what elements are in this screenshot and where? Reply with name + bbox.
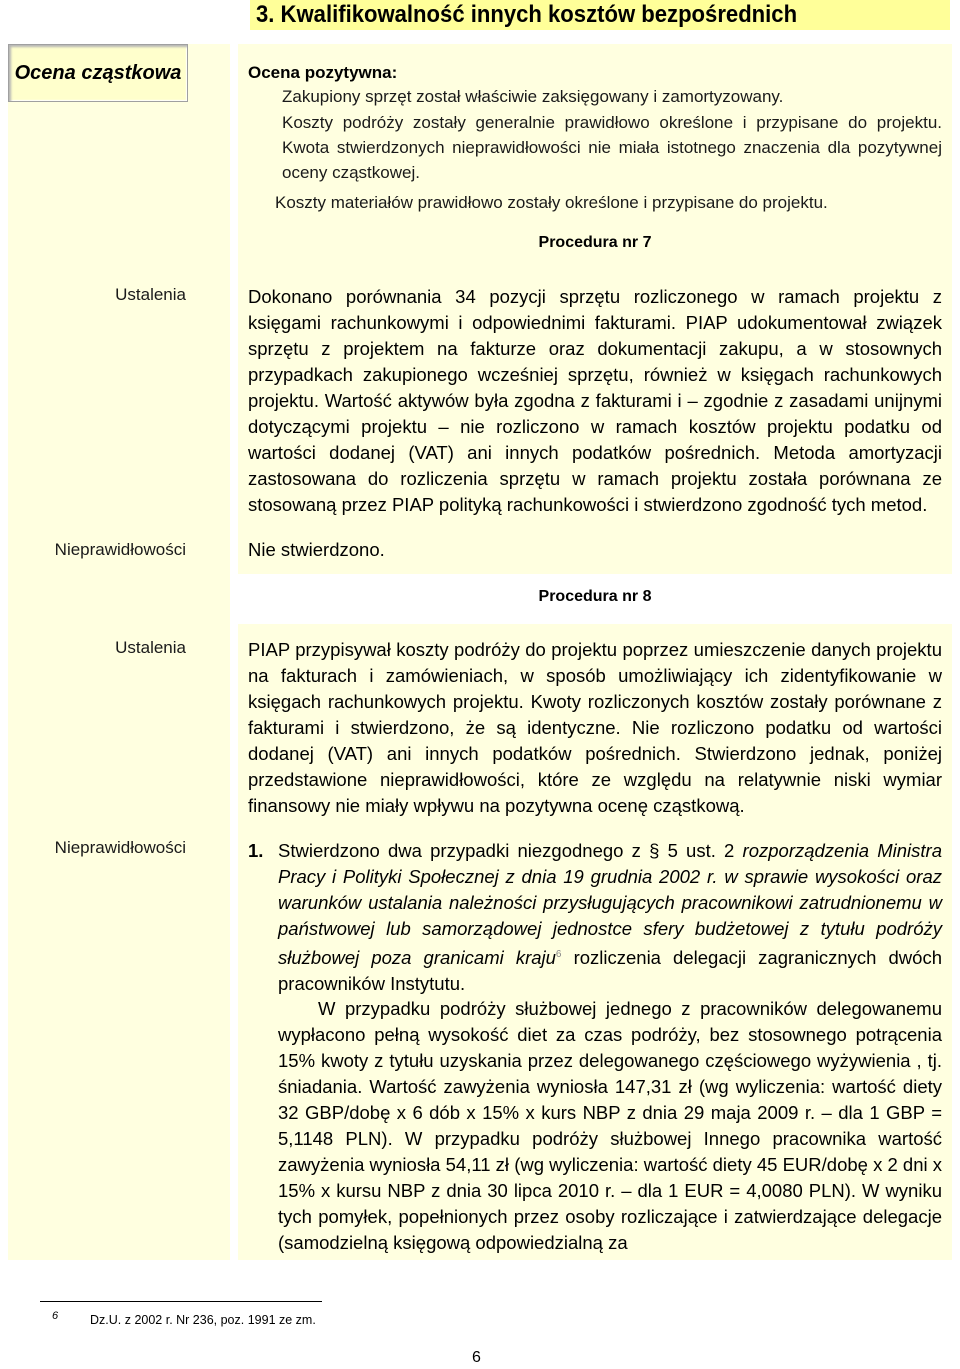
- proc7-ustalenia-label: Ustalenia: [115, 285, 186, 304]
- page-number: 6: [472, 1349, 481, 1366]
- ocena-text-1: Zakupiony sprzęt został właściwie zaksięgowany i zamortyzowany.: [282, 87, 784, 106]
- proc8-ustalenia-label: Ustalenia: [115, 638, 186, 657]
- proc7-ustalenia-text: Dokonano porównania 34 pozycji sprzętu rozliczonego w ramach projektu z księgami rachunkowymi i odpowiednimi fakturami. PIAP udokumentował związek sprzętu z projektem na fakturze oraz dokumentacji zakupu, a w stosownych przypadkach zakupionego wcześniej sprzętu, również w księgach rachunkowych projektu. Wartość aktywów była zgodna z fakturami i – zgodnie z zasadami unijnymi dotyczącymi projektu – nie rozliczono w ramach kosztów projektu podatku od wartości dodanej (VAT) ani innych podatków pośrednich. Metoda amortyzacji zastosowana do rozliczenia sprzętu w ramach projektu została porównana ze stosowaną przez PIAP polityką rachunkowości i stwierdzono zgodność tych metod.: [248, 286, 942, 515]
- footnote-mark: 6: [52, 1310, 59, 1322]
- item-text-b: rozliczenia delegacji zagranicznych dwóch pracowników Instytutu.: [278, 947, 942, 995]
- footnote-text: Dz.U. z 2002 r. Nr 236, poz. 1991 ze zm.: [90, 1313, 316, 1327]
- footnote-reference[interactable]: 6: [555, 949, 562, 960]
- ocena-text-3: Koszty materiałów prawidłowo zostały określone i przypisane do projektu.: [275, 193, 828, 212]
- proc7-nieprawidlowosci-text: Nie stwierdzono.: [248, 539, 385, 560]
- procedure-8-title: Procedura nr 8: [538, 588, 652, 605]
- section-heading-text: 3. Kwalifikowalność innych kosztów bezpośrednich: [256, 1, 798, 28]
- proc8-item-paragraph-2: W przypadku podróży służbowej jednego z pracowników delegowanemu wypłacono pełną wysokość diet za czas podróży, bez stosownego potrącenia 15% kwoty z tytułu uzyskania przez delegowanego częściowego wyżywienia , tj. śniadania. Wartość zawyżenia wyniosła 147,31 zł (wg wyliczenia: wartość diety 32 GBP/dobę x 6 dób x 15% x kurs NBP z dnia 29 maja 2009 r. – dla 1 GBP = 5,1148 PLN). W przypadku podróży służbowej Innego pracownika wartość zawyżenia wyniosła 54,11 zł (wg wyliczenia: wartość diety 45 EUR/dobę x 2 dni x 15% x kursu NBP z dnia 30 lipca 2010 r. – dla 1 EUR = 4,0080 PLN). W wyniku tych pomyłek, popełnionych przez osoby rozliczające i zatwierdzające delegacje (samodzielną księgową odpowiedzialną za: [278, 998, 942, 1253]
- section-heading: [250, 0, 950, 30]
- proc8-nieprawidlowosci-label: Nieprawidłowości: [54, 838, 186, 857]
- proc8-item-number: 1.: [248, 840, 264, 861]
- proc8-item-paragraph-1: [278, 838, 942, 997]
- footnote-separator: [40, 1301, 322, 1302]
- ocena-czastkowa-label: Ocena cząstkowa: [8, 44, 188, 102]
- proc7-nieprawidlowosci-label: Nieprawidłowości: [54, 540, 186, 559]
- procedure-7-title: Procedura nr 7: [538, 234, 652, 251]
- ocena-positive-title: Ocena pozytywna:: [248, 63, 398, 82]
- ocena-text-2: Koszty podróży zostały generalnie prawidłowo określone i przypisane do projektu. Kwota stwierdzonych nieprawidłowości nie miała istotnego znaczenia dla pozytywnej oceny cząstkowej.: [282, 113, 942, 182]
- proc8-ustalenia-text: PIAP przypisywał koszty podróży do projektu poprzez umieszczenie danych projektu na fakturach i zamówieniach, w sposób umożliwiający ich zidentyfikowanie w księgach rachunkowych projektu. Kwoty rozliczonych kosztów zostały porównane z fakturami i stwierdzono, że są identyczne. Nie rozliczono podatku od wartości dodanej (VAT) ani innych podatków pośrednich. Stwierdzono jednak, poniżej przedstawione nieprawidłowości, które ze względu na relatywnie niski wymiar finansowy nie miały wpływu na pozytywna ocenę cząstkową.: [248, 639, 942, 816]
- item-regulation-title: rozporządzenia Ministra Pracy i Polityki Społecznej z dnia 19 grudnia 2002 r. w sprawie wysokości oraz warunków ustalania należności przysługujących pracownikowi zatrudnionemu w państwowej lub samorządowej jednostce sfery budżetowej z tytułu podróży służbowej poza granicami kraju: [278, 840, 942, 969]
- item-text-a: Stwierdzono dwa przypadki niezgodnego z § 5 ust. 2: [278, 840, 743, 861]
